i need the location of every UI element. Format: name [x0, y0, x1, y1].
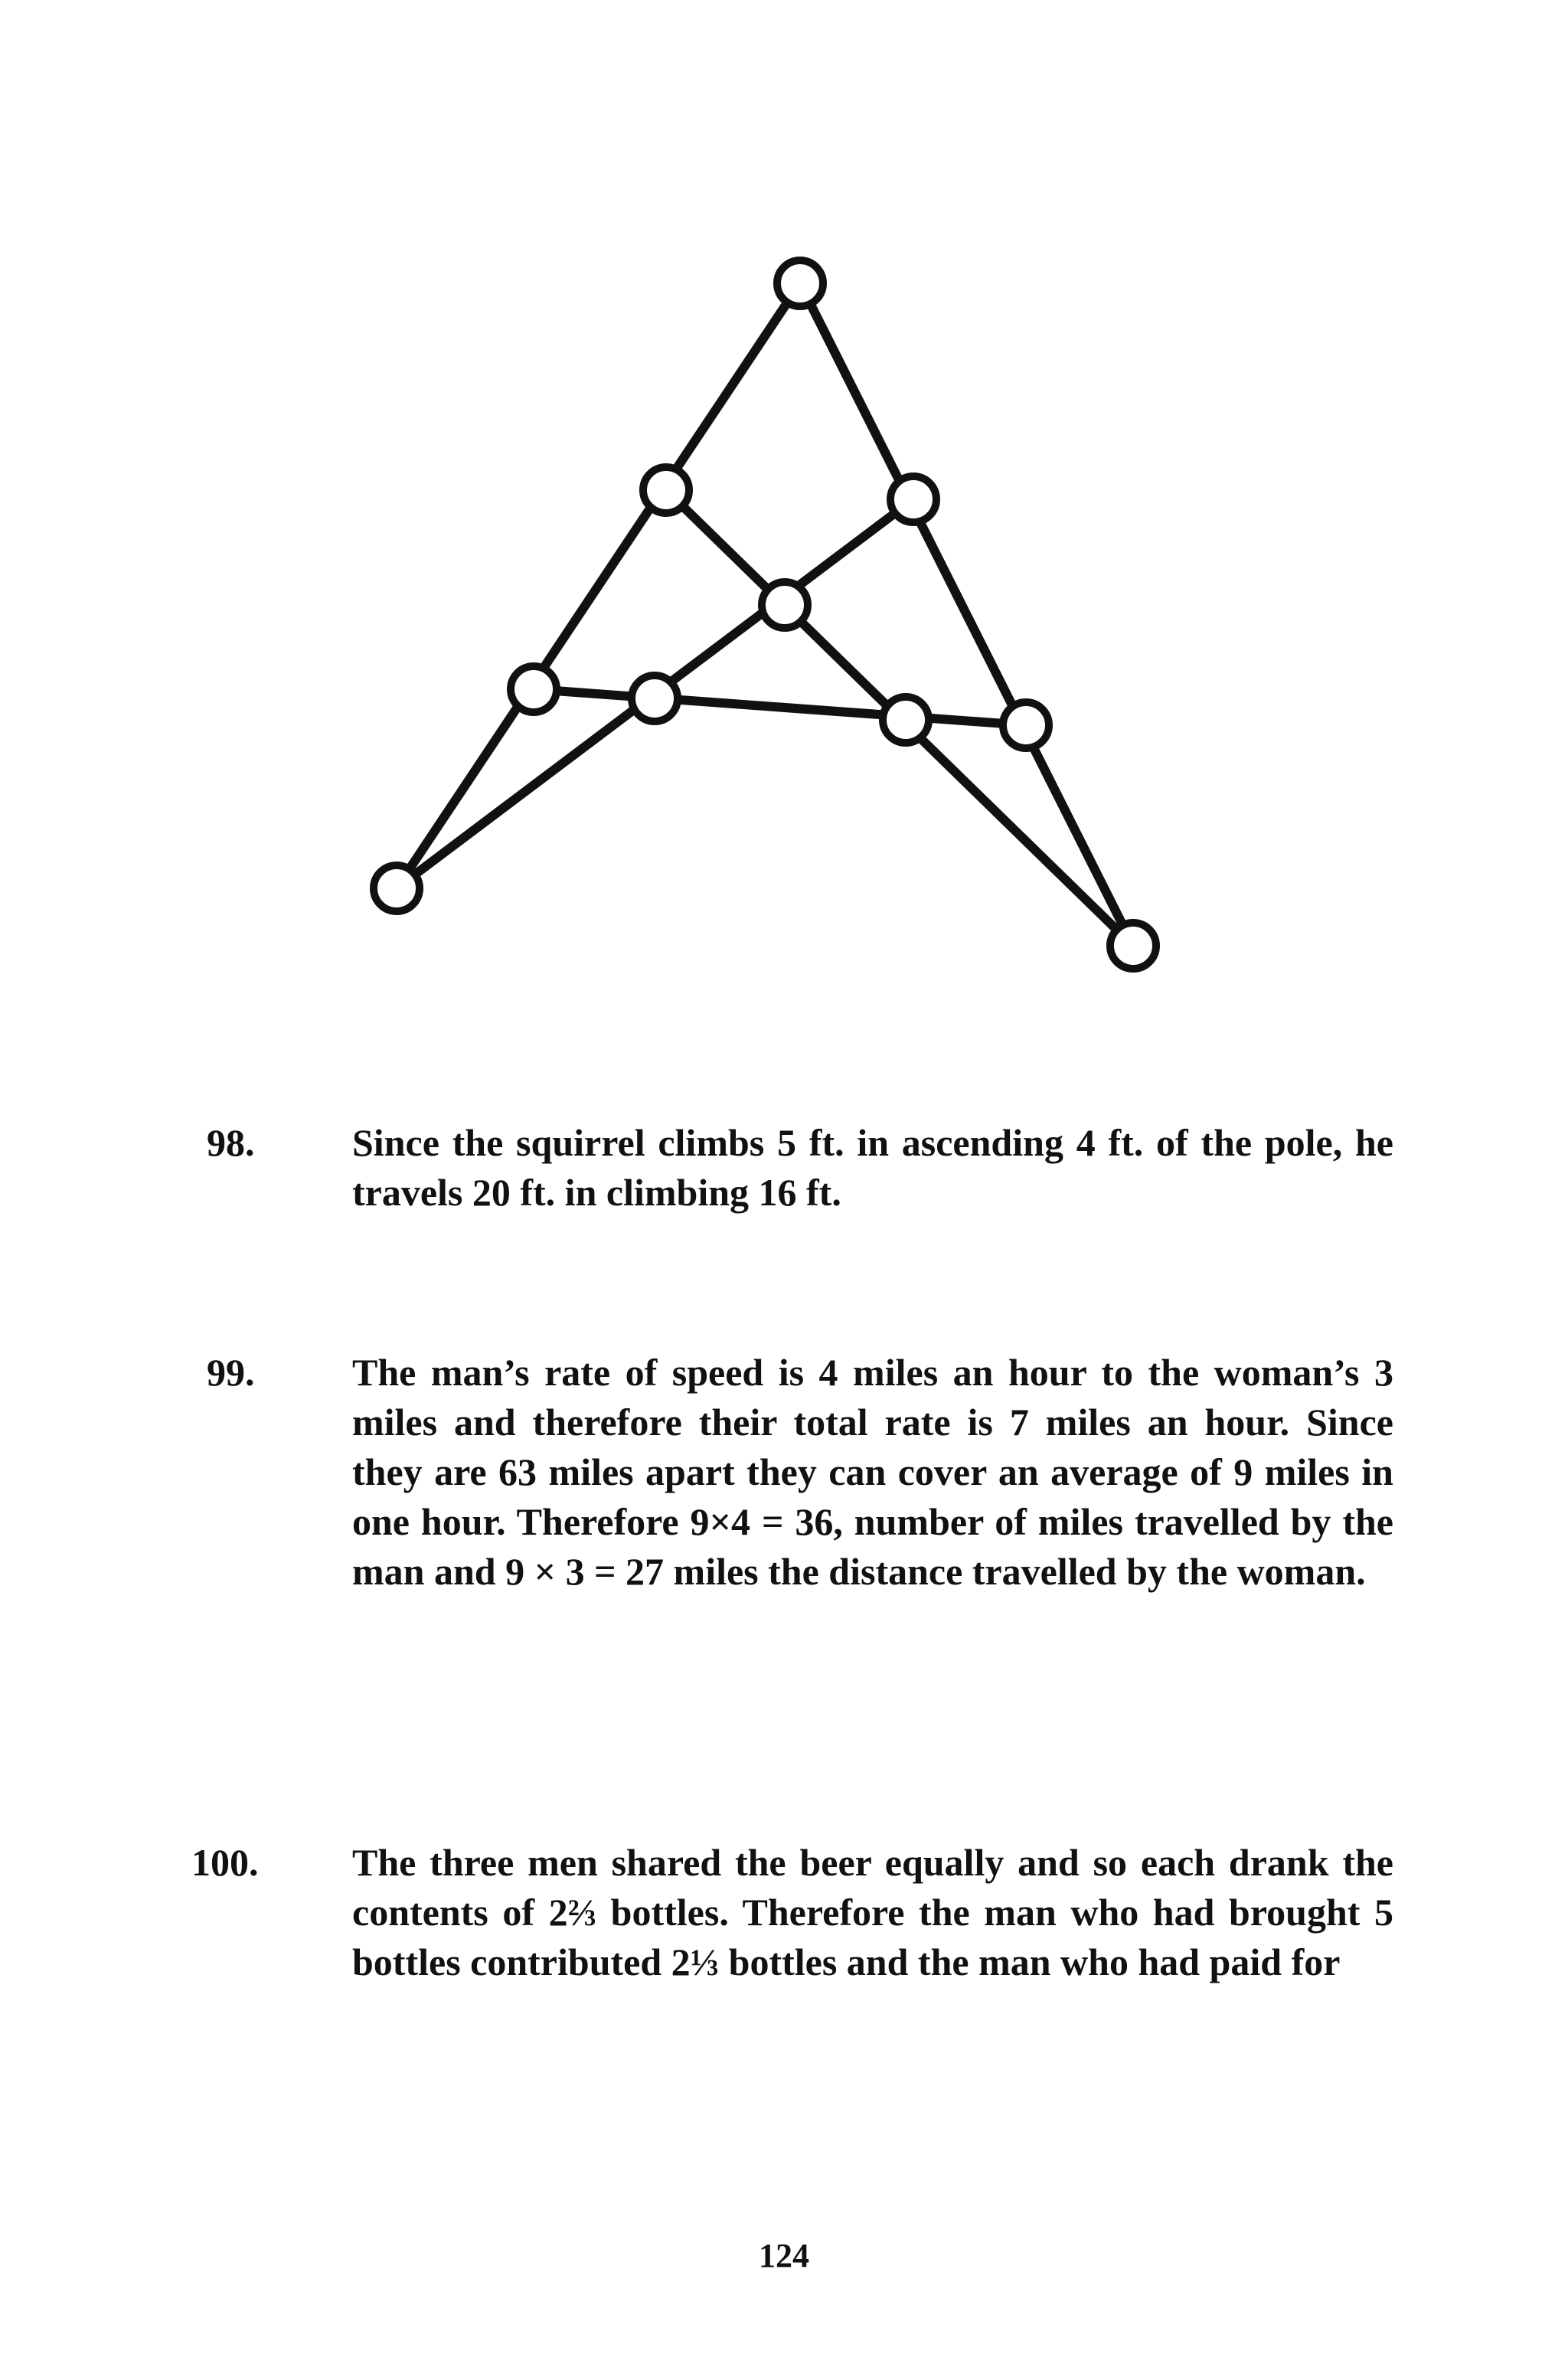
coin-node-center — [762, 582, 808, 628]
diagram-line-right-outer — [800, 283, 1133, 946]
coin-node-mid-right-outer — [1003, 702, 1049, 748]
answer-text: Since the squirrel climbs 5 ft. in ascending 4 ft. of the pole, he travels 20 ft. in climbing 16 ft. — [352, 1121, 1393, 1214]
answer-number: 100. — [191, 1841, 259, 1884]
answer-98 — [207, 1118, 1401, 1225]
ten-coins-puzzle-diagram — [0, 0, 1568, 1041]
coin-node-apex — [777, 260, 823, 306]
coin-node-upper-left — [643, 467, 689, 513]
answer-number: 98. — [207, 1121, 255, 1164]
coin-node-mid-left-inner — [632, 675, 678, 721]
page-number: 124 — [759, 2237, 809, 2274]
answer-text: The three men shared the beer equally and so each drank the contents of 2⅔ bottles. Therefore the man who had brought 5 bottles contributed 2⅓ bottles and the man who had paid for — [352, 1841, 1393, 1983]
coin-node-bottom-right — [1110, 923, 1156, 969]
coin-node-mid-left-outer — [511, 666, 557, 712]
answer-number: 99. — [207, 1351, 255, 1394]
coin-node-bottom-left — [374, 865, 420, 911]
diagram-line-left-outer — [397, 283, 800, 888]
answer-99 — [207, 1348, 1401, 1746]
coin-node-mid-right-inner — [883, 697, 929, 743]
diagram-line-crossbar — [534, 689, 1026, 725]
answer-100 — [191, 1838, 1401, 2052]
answer-text: The man’s rate of speed is 4 miles an hour to the woman’s 3 miles and therefore their total rate is 7 miles an hour. Since they are 63 miles apart they can cover an average of 9 miles in one hour. Therefore 9×4 = 36, number of miles travelled by the man and 9 × 3 = 27 miles the distance travelled by the woman. — [352, 1351, 1393, 1593]
coin-node-upper-right — [890, 476, 936, 522]
